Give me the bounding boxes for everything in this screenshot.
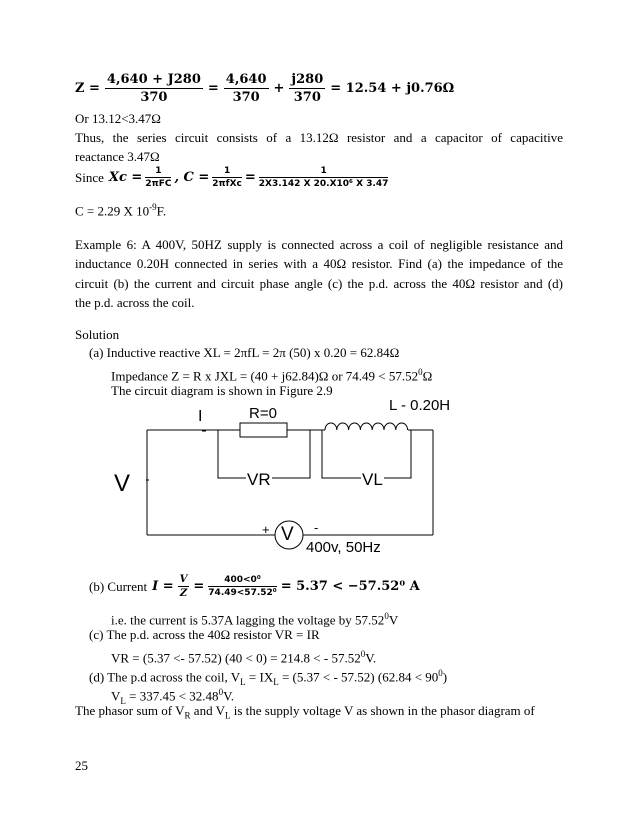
current-fraction-1: $\frac{V}{Z}$	[179, 574, 188, 599]
or-line: Or 13.12<3.47Ω	[75, 111, 161, 126]
page-number: 25	[75, 758, 88, 773]
example-line-1: Example 6: A 400V, 50HZ supply is connected across a coil of negligible resistance and	[75, 237, 563, 252]
current-rhs: = 5.37 < −57.52⁰ A	[280, 579, 420, 594]
thus-line-1: Thus, the series circuit consists of a 13.12Ω resistor and a capacitor of capacitive	[75, 130, 563, 145]
supply-label: 400v, 50Hz	[306, 539, 381, 556]
part-d-line: (d) The p.d across the coil, $V_L = IX_L = (5.37$ < - 57.52) $(62.84 < 90^0)$	[89, 668, 448, 687]
eq-fraction-2: $\frac{4,640}{370}$	[225, 72, 267, 105]
since-fraction-1: $\frac{1}{\text{2πFC}}$	[145, 166, 172, 189]
current-equation: (b) Current I = $\frac{V}{Z}$ = $\frac{\text{400<0⁰}}{\text{74.49<57.52⁰}}$ = 5.37 < −57.52⁰ A	[89, 574, 420, 599]
thus-line-2: reactance 3.47Ω	[75, 149, 160, 164]
current-label: I	[198, 408, 203, 425]
eq-fraction-1: $\frac{4,640 + J280}{370}$	[106, 72, 201, 105]
c-lhs: , C =	[174, 170, 210, 185]
minus-label: -	[314, 520, 319, 535]
example-line-3: circuit (b) the current and circuit phase angle (c) the p.d. across the 40Ω resistor and (d)	[75, 276, 563, 291]
vr-label: VR	[247, 470, 271, 489]
vl-result-line: $V_L = 337.45 < 32.48^0V$.	[111, 687, 235, 706]
example-line-4: the p.d. across the coil.	[75, 295, 195, 310]
since-fraction-2: $\frac{1}{\text{2πfXc}}$	[212, 166, 242, 189]
current-fraction-2: $\frac{\text{400<0⁰}}{\text{74.49<57.52⁰}}$	[208, 575, 277, 598]
solution-heading: Solution	[75, 327, 120, 342]
since-equation: Since Xc = $\frac{1}{\text{2πFC}}$ , C = $\frac{1}{\text{2πfXc}}$ = $\frac{1}{\text{2X3.142 X 20.X10⁶ X 3.47}}$	[75, 166, 389, 189]
vl-label: VL	[362, 470, 383, 489]
eq-lhs: Z =	[75, 81, 100, 96]
circuit-caption: The circuit diagram is shown in Figure 2.9	[111, 383, 333, 398]
part-a-line: (a) Inductive reactive XL = 2πfL = 2π (50) x 0.20 = 62.84Ω	[89, 345, 400, 360]
example-line-2: inductance 0.20H connected in series with a 40Ω resistor. Find (a) the impedance of the	[75, 256, 563, 271]
part-b-label: (b) Current	[89, 578, 148, 594]
since-fraction-3: $\frac{1}{\text{2X3.142 X 20.X10⁶ X 3.47}}$	[258, 166, 389, 189]
phasor-line: The phasor sum of $V_R$ and $V_L$ is the supply voltage V as shown in the phasor diagram of	[75, 703, 535, 721]
source-voltage-label: V	[114, 470, 131, 497]
part-c-line: (c) The p.d. across the 40Ω resistor VR = IR	[89, 627, 320, 642]
ie-line: i.e. the current is 5.37A lagging the voltage by 57.52$^0$V	[111, 611, 399, 628]
inductor-coil	[325, 423, 408, 430]
since-label: Since	[75, 169, 104, 185]
eq-fraction-3: $\frac{j280}{370}$	[291, 72, 324, 105]
impedance-equation: Z = $\frac{4,640 + J280}{370}$ = $\frac{4,640}{370}$ + $\frac{j280}{370}$ = 12.54 + j0.76Ω	[75, 72, 455, 105]
vr-calc-line: VR = (5.37 <- 57.52) (40 < 0) = 214.8 < - 57.52$^0$V.	[111, 649, 377, 666]
c-value-line: C = 2.29 X $10^{-9}F$.	[75, 202, 167, 219]
xc-lhs: Xc =	[108, 170, 143, 185]
plus-label: +	[262, 522, 270, 537]
resistor-label: R=0	[249, 405, 277, 422]
inductor-label: L - 0.20H	[389, 397, 451, 414]
eq-rhs: = 12.54 + j0.76Ω	[330, 81, 455, 96]
current-lhs: I =	[152, 579, 174, 594]
voltmeter-label: V	[281, 524, 294, 545]
resistor-symbol	[240, 423, 287, 437]
impedance-line: Impedance Z = R x JXL = (40 + j62.84)Ω or $74.49 < 57.52^0\Omega$	[111, 367, 433, 384]
